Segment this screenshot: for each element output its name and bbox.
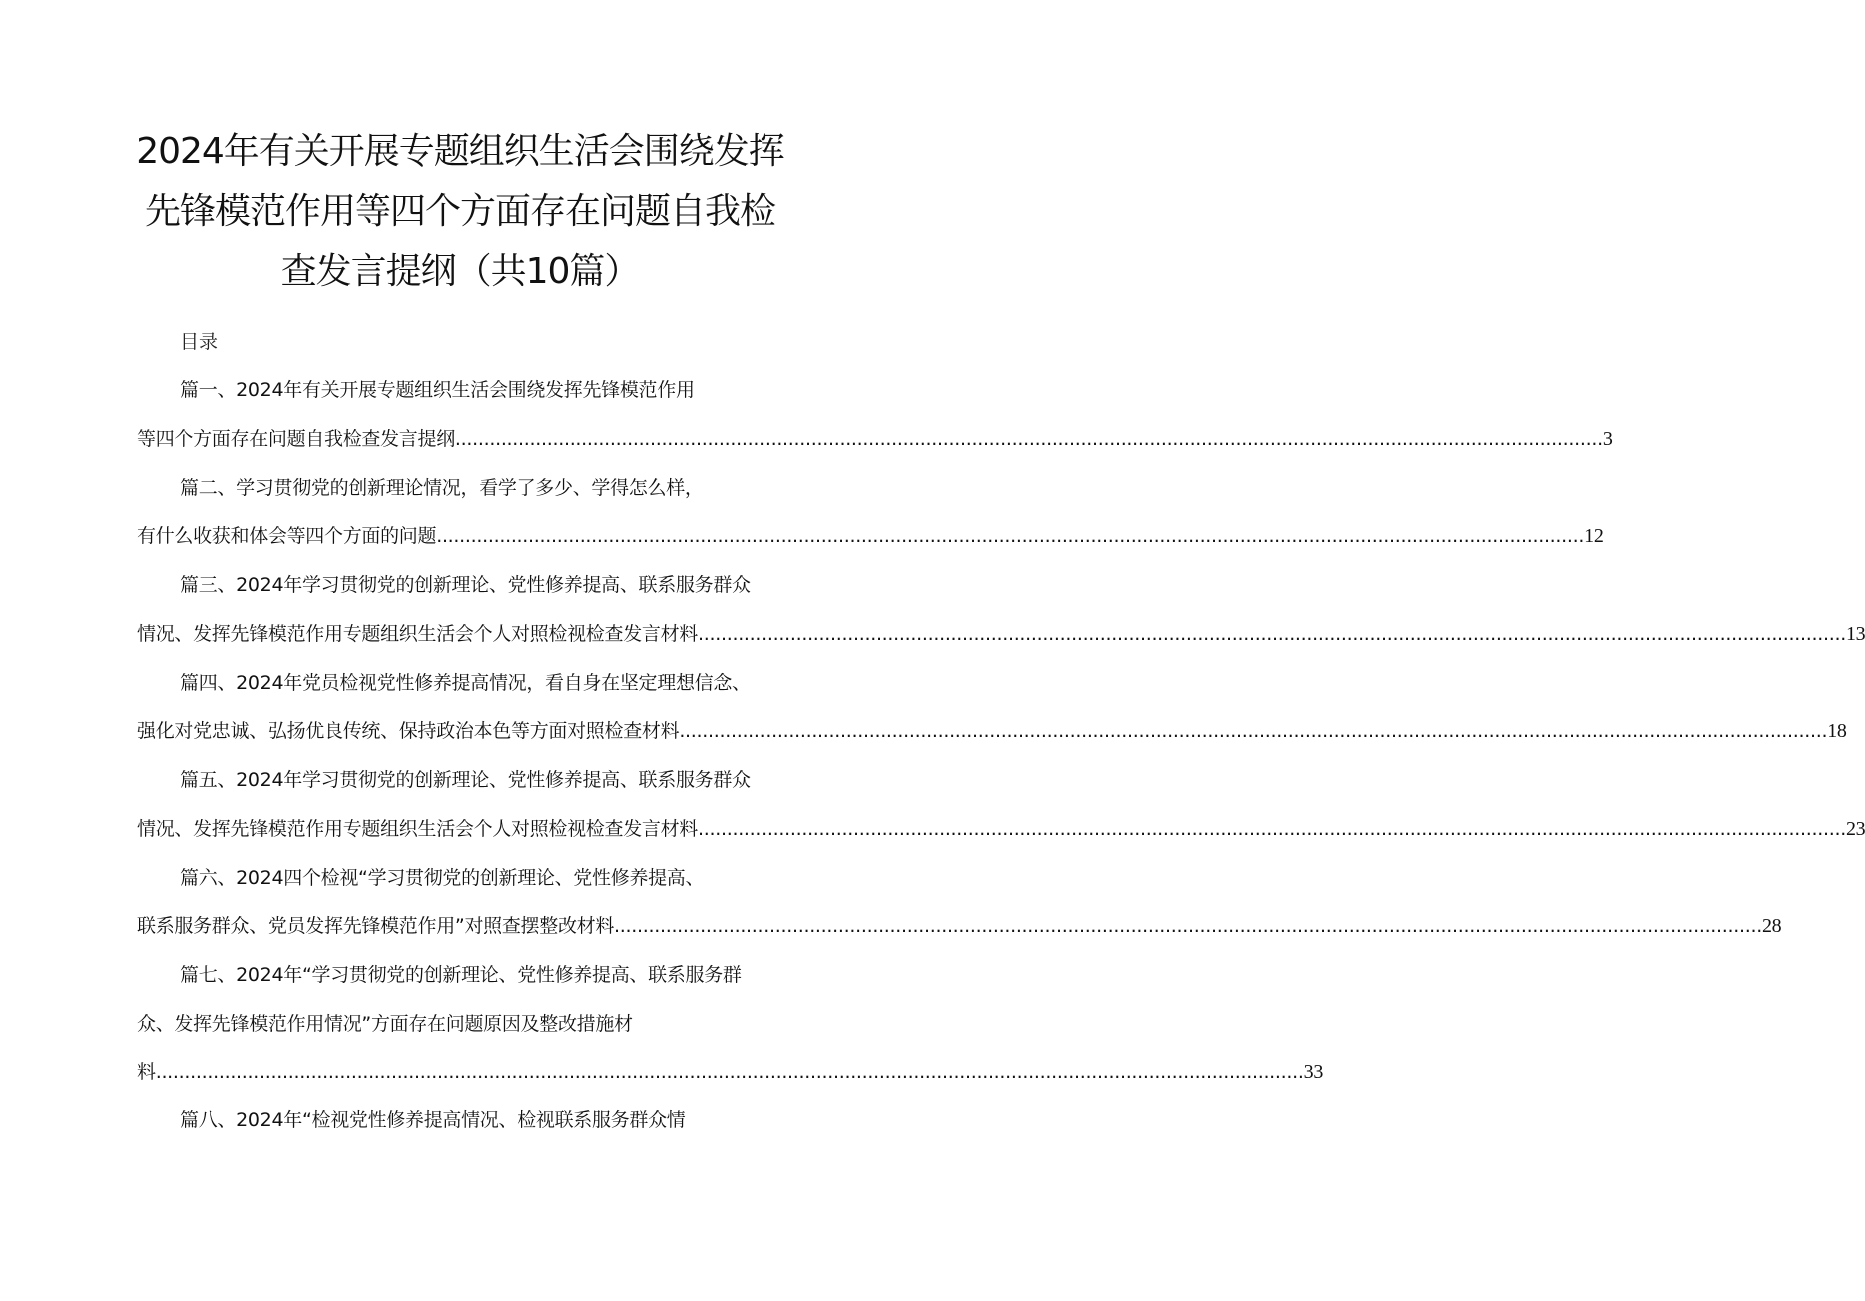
toc-entry-3-line2[interactable] bbox=[137, 622, 1865, 646]
toc-entry-7-line2[interactable] bbox=[137, 1060, 1324, 1084]
toc-entry-7-text: 料 bbox=[137, 1061, 156, 1083]
dot-leader: ........................................................................................................................................................................................................ bbox=[698, 623, 1846, 645]
toc-entry-5-text: 情况、发挥先锋模范作用专题组织生活会个人对照检视检查发言材料 bbox=[137, 818, 699, 840]
dot-leader: ........................................................................................................................................................................................................ bbox=[436, 525, 1585, 547]
toc-entry-2-line2[interactable] bbox=[137, 524, 1604, 548]
toc-entry-1-line1[interactable]: 篇一、2024年有关开展专题组织生活会围绕发挥先锋模范作用 bbox=[180, 379, 695, 401]
toc-entry-6-line1[interactable]: 篇六、2024四个检视“学习贯彻党的创新理论、党性修养提高、 bbox=[180, 867, 705, 889]
toc-entry-7-page: 33 bbox=[1303, 1061, 1324, 1083]
toc-entry-6-text: 联系服务群众、党员发挥先锋模范作用”对照查摆整改材料 bbox=[137, 915, 615, 937]
toc-entry-4-text: 强化对党忠诚、弘扬优良传统、保持政治本色等方面对照检查材料 bbox=[137, 720, 680, 742]
title-line-3: 查发言提纲（共10篇） bbox=[280, 251, 640, 292]
toc-entry-6-line2[interactable] bbox=[137, 914, 1782, 938]
toc-entry-8-line1[interactable]: 篇八、2024年“检视党性修养提高情况、检视联系服务群众情 bbox=[180, 1109, 686, 1131]
dot-leader: ........................................................................................................................................................................................................ bbox=[614, 915, 1762, 937]
toc-label: 目录 bbox=[180, 331, 219, 353]
dot-leader: ........................................................................................................................................................................................................ bbox=[698, 818, 1846, 840]
dot-leader: ........................................................................................................................................................................................................ bbox=[454, 428, 1603, 450]
toc-entry-1-line2[interactable] bbox=[137, 427, 1613, 451]
toc-entry-6-page: 28 bbox=[1761, 915, 1782, 937]
toc-entry-3-text: 情况、发挥先锋模范作用专题组织生活会个人对照检视检查发言材料 bbox=[137, 623, 699, 645]
toc-entry-1-page: 3 bbox=[1602, 428, 1613, 450]
toc-entry-5-page: 23 bbox=[1845, 818, 1865, 840]
toc-entry-7-line1b[interactable]: 众、发挥先锋模范作用情况”方面存在问题原因及整改措施材 bbox=[137, 1013, 633, 1035]
toc-entry-3-line1[interactable]: 篇三、2024年学习贯彻党的创新理论、党性修养提高、联系服务群众 bbox=[180, 574, 751, 596]
toc-entry-7-line1[interactable]: 篇七、2024年“学习贯彻党的创新理论、党性修养提高、联系服务群 bbox=[180, 964, 742, 986]
toc-entry-3-page: 13 bbox=[1845, 623, 1865, 645]
dot-leader: ........................................................................................................................................................................................................ bbox=[679, 720, 1828, 742]
toc-entry-5-line2[interactable] bbox=[137, 817, 1865, 841]
title-line-1: 2024年有关开展专题组织生活会围绕发挥 bbox=[136, 131, 784, 172]
toc-entry-4-line1[interactable]: 篇四、2024年党员检视党性修养提高情况，看自身在坚定理想信念、 bbox=[180, 672, 751, 694]
toc-entry-5-line1[interactable]: 篇五、2024年学习贯彻党的创新理论、党性修养提高、联系服务群众 bbox=[180, 769, 751, 791]
toc-entry-1-text: 等四个方面存在问题自我检查发言提纲 bbox=[137, 428, 455, 450]
document-title bbox=[0, 122, 920, 302]
toc-entry-4-line2[interactable] bbox=[137, 719, 1847, 743]
title-line-2: 先锋模范作用等四个方面存在问题自我检 bbox=[144, 191, 775, 232]
toc-entry-4-page: 18 bbox=[1827, 720, 1847, 742]
toc-entry-2-page: 12 bbox=[1584, 525, 1604, 547]
toc-entry-2-text: 有什么收获和体会等四个方面的问题 bbox=[137, 525, 437, 547]
toc-entry-2-line1[interactable]: 篇二、学习贯彻党的创新理论情况，看学了多少、学得怎么样， bbox=[180, 477, 704, 499]
dot-leader: ........................................................................................................................................................................................................ bbox=[155, 1061, 1304, 1083]
